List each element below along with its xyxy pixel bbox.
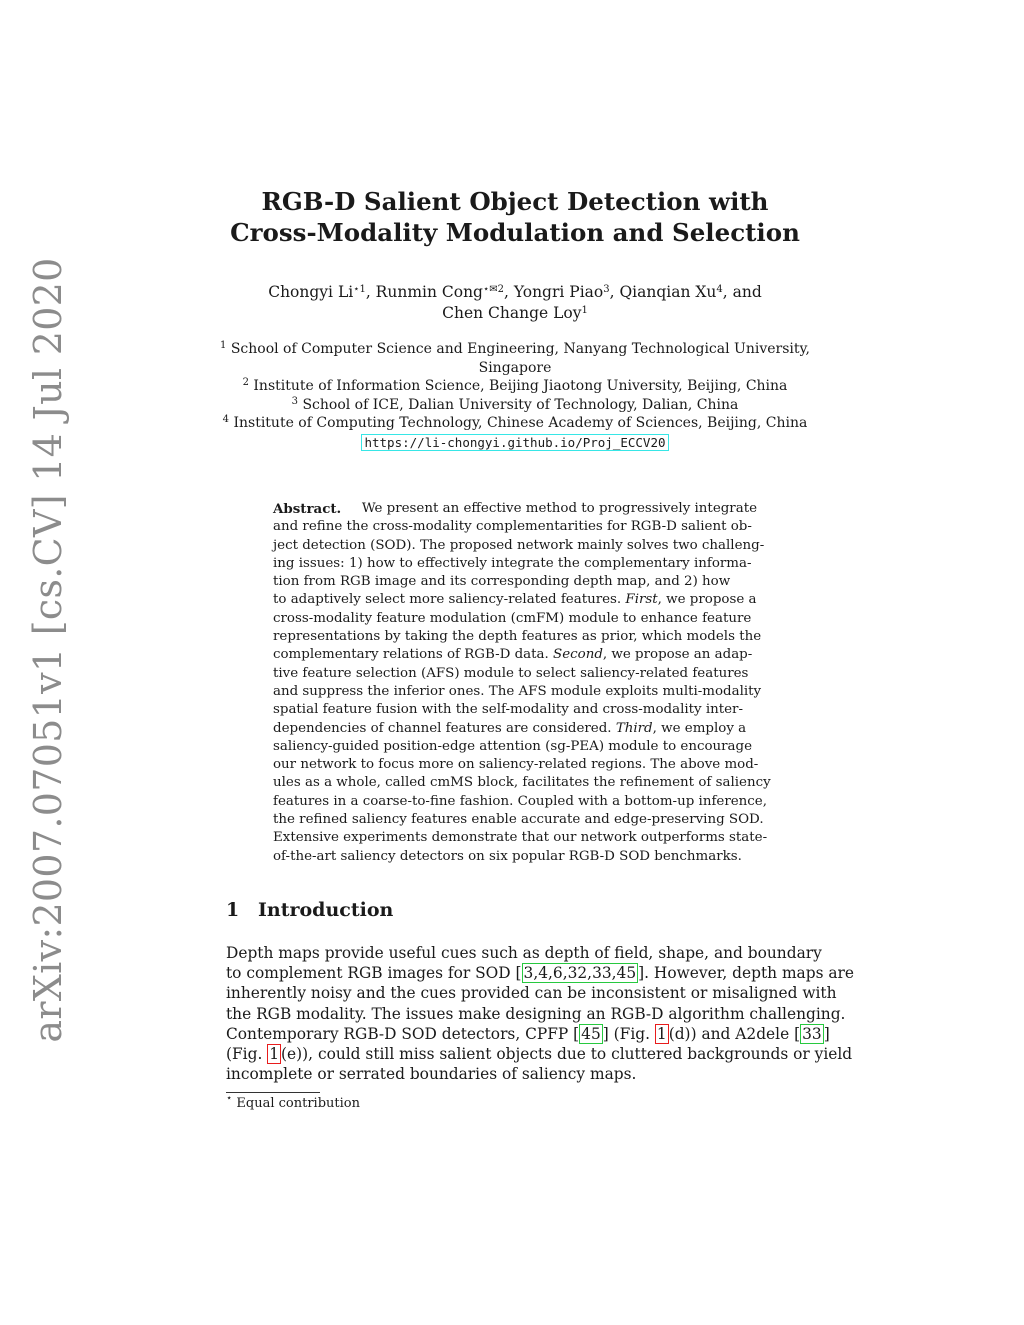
author-name: Chen Change Loy — [442, 304, 582, 322]
abstract-line: of-the-art saliency detectors on six popular RGB-D SOD benchmarks. — [273, 848, 742, 864]
intro-line: incomplete or serrated boundaries of saliency maps. — [226, 1065, 637, 1084]
citation-link[interactable]: 33 — [802, 1024, 822, 1043]
abstract-line: features in a coarse-to-fine fashion. Coupled with a bottom-up inference, — [273, 793, 767, 809]
title-line-1: RGB-D Salient Object Detection with — [261, 187, 769, 216]
abstract-line: tive feature selection (AFS) module to select saliency-related features — [273, 665, 749, 681]
intro-line: Depth maps provide useful cues such as depth of field, shape, and boundary — [226, 944, 822, 962]
citation-link[interactable]: 45 — [581, 1024, 601, 1043]
figure-ref-link[interactable]: 1 — [656, 1024, 667, 1043]
title-line-2: Cross-Modality Modulation and Selection — [230, 218, 800, 247]
abstract-line: tion from RGB image and its corresponding depth map, and 2) how — [273, 574, 731, 590]
author-affil-mark: 1 — [581, 305, 588, 316]
paper-title — [200, 186, 830, 248]
abstract-line: the refined saliency features enable accurate and edge-preserving SOD. — [273, 812, 764, 828]
intro-line: Contemporary RGB-D SOD detectors, CPFP [ 45 ] (Fig. 1 (d)) and A2dele [ 33 ] — [226, 1024, 830, 1043]
intro-line: inherently noisy and the cues provided can be inconsistent or misaligned with — [226, 984, 837, 1003]
section-title: Introduction — [258, 899, 394, 921]
intro-line: the RGB modality. The issues make designing an RGB-D algorithm challenging. — [226, 1004, 846, 1023]
author-name: , Yongri Piao — [504, 283, 604, 301]
abstract-line: Extensive experiments demonstrate that our network outperforms state- — [273, 830, 768, 846]
footnote-text: Equal contribution — [236, 1096, 360, 1111]
abstract-line: ules as a whole, called cmMS block, facilitates the refinement of saliency — [273, 775, 771, 791]
affiliation-3: $^3$ School of ICE, Dalian University of Technology, Dalian, China — [291, 395, 739, 413]
author-name: Chongyi Li — [268, 283, 354, 301]
author-name: , Runmin Cong — [365, 283, 483, 301]
figure-ref-link[interactable]: 1 — [269, 1045, 280, 1064]
abstract — [273, 500, 771, 866]
arxiv-identifier: arXiv:2007.07051v1 [cs.CV] 14 Jul 2020 — [26, 257, 70, 1043]
introduction-paragraph — [226, 943, 855, 1084]
author-affil-mark: ⋆1 — [353, 284, 366, 295]
section-number: 1 — [226, 899, 240, 921]
affiliations — [220, 340, 810, 452]
author-affil-mark: ⋆✉2 — [482, 284, 504, 295]
footnote-rule — [226, 1092, 320, 1093]
intro-line: (Fig. 1 (e)), could still miss salient objects due to cluttered backgrounds or yield — [226, 1045, 853, 1064]
author-conjunction: , and — [722, 283, 762, 301]
affiliation-1: $^1$ School of Computer Science and Engineering, Nanyang Technological University, — [220, 340, 811, 357]
section-heading-introduction — [226, 899, 393, 921]
citation-link[interactable]: 3,4,6,32,33,45 — [523, 964, 637, 983]
affiliation-1-continued: Singapore — [478, 359, 552, 376]
author-affil-mark: 3 — [603, 284, 610, 295]
affiliation-4: $^4$ Institute of Computing Technology, Chinese Academy of Sciences, Beijing, China — [222, 414, 808, 431]
abstract-line: saliency-guided position-edge attention (sg-PEA) module to encourage — [273, 738, 753, 754]
author-affil-mark: 4 — [716, 284, 723, 295]
footnote-mark: ⋆ — [226, 1093, 233, 1104]
affiliation-2: $^2$ Institute of Information Science, Beijing Jiaotong University, Beijing, China — [242, 377, 788, 394]
abstract-line: and refine the cross-modality complementarities for RGB-D salient ob- — [273, 519, 752, 535]
footnote — [226, 1093, 360, 1111]
author-list — [200, 282, 830, 324]
intro-line: to complement RGB images for SOD [ 3,4,6,32,33,45 ]. However, depth maps are — [226, 964, 855, 983]
abstract-line: and suppress the inferior ones. The AFS module exploits multi-modality — [273, 683, 762, 699]
author-line-1 — [200, 282, 830, 303]
abstract-line: spatial feature fusion with the self-modality and cross-modality inter- — [273, 702, 743, 718]
abstract-line: cross-modality feature modulation (cmFM) module to enhance feature — [273, 610, 752, 626]
project-url-link[interactable]: https://li-chongyi.github.io/Proj_ECCV20 — [361, 434, 668, 451]
abstract-label: Abstract. — [273, 501, 342, 517]
abstract-line: Abstract. We present an effective method to progressively integrate — [273, 501, 757, 517]
abstract-line: dependencies of channel features are considered. Third, we employ a — [273, 720, 747, 736]
abstract-line: ing issues: 1) how to effectively integrate the complementary informa- — [273, 555, 752, 571]
abstract-line: representations by taking the depth features as prior, which models the — [273, 629, 762, 645]
abstract-line: to adaptively select more saliency-related features. First, we propose a — [273, 592, 757, 608]
author-name: , Qianqian Xu — [609, 283, 717, 301]
abstract-line: ject detection (SOD). The proposed network mainly solves two challeng- — [273, 537, 765, 553]
abstract-line: complementary relations of RGB-D data. Second, we propose an adap- — [273, 647, 753, 663]
author-line-2 — [200, 303, 830, 324]
abstract-line: our network to focus more on saliency-related regions. The above mod- — [273, 757, 759, 773]
